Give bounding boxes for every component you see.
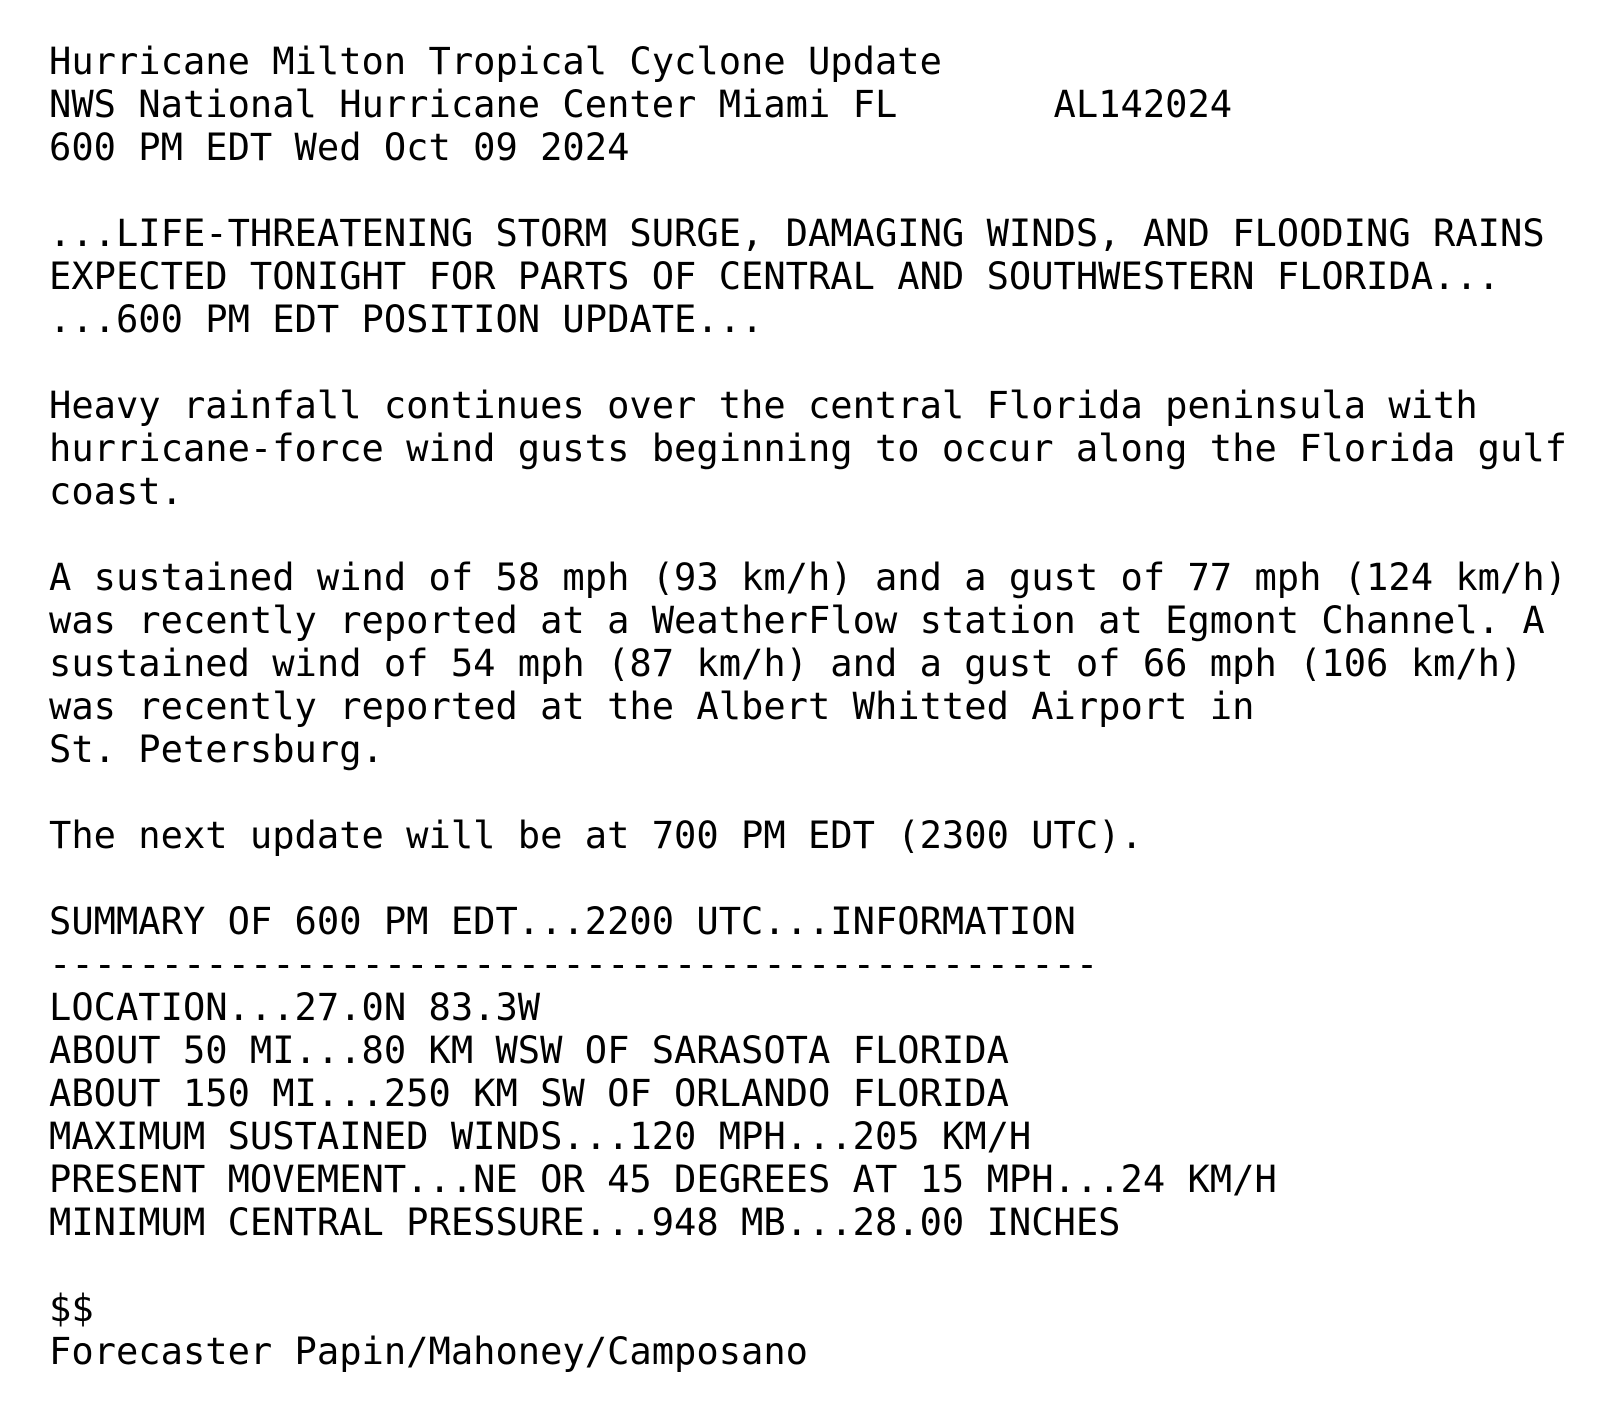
summary-distance-orlando: ABOUT 150 MI...250 KM SW OF ORLANDO FLORIDA [49,1072,1009,1115]
paragraph1-line-2: hurricane-force wind gusts beginning to occur along the Florida gulf [49,427,1567,470]
paragraph2-line-5: St. Petersburg. [49,728,384,771]
headline-line-3: ...600 PM EDT POSITION UPDATE... [49,298,764,341]
summary-heading: SUMMARY OF 600 PM EDT...2200 UTC...INFORMATION [49,900,1076,943]
paragraph1-line-1: Heavy rainfall continues over the central Florida peninsula with [49,384,1478,427]
summary-location: LOCATION...27.0N 83.3W [49,986,541,1029]
paragraph2-line-3: sustained wind of 54 mph (87 km/h) and a gust of 66 mph (106 km/h) [49,642,1523,685]
paragraph1-line-3: coast. [49,470,183,513]
spacer [49,169,1567,212]
summary-distance-sarasota: ABOUT 50 MI...80 KM WSW OF SARASOTA FLORIDA [49,1029,1009,1072]
terminator: $$ [49,1287,94,1330]
forecaster-signature: Forecaster Papin/Mahoney/Camposano [49,1330,808,1373]
advisory-document [49,40,1567,1373]
spacer [49,513,1567,556]
advisory-title: Hurricane Milton Tropical Cyclone Update [49,40,942,83]
next-update-line: The next update will be at 700 PM EDT (2300 UTC). [49,814,1143,857]
summary-rule: ----------------------------------------------- [49,943,1099,986]
summary-movement: PRESENT MOVEMENT...NE OR 45 DEGREES AT 15 MPH...24 KM/H [49,1158,1277,1201]
spacer [49,771,1567,814]
paragraph2-line-2: was recently reported at a WeatherFlow station at Egmont Channel. A [49,599,1545,642]
headline-line-2: EXPECTED TONIGHT FOR PARTS OF CENTRAL AND SOUTHWESTERN FLORIDA... [49,255,1500,298]
spacer [49,857,1567,900]
headline-line-1: ...LIFE-THREATENING STORM SURGE, DAMAGING WINDS, AND FLOODING RAINS [49,212,1545,255]
spacer [49,341,1567,384]
spacer [49,1244,1567,1287]
issuing-office-line: NWS National Hurricane Center Miami FL AL142024 [49,83,1233,126]
paragraph2-line-4: was recently reported at the Albert Whitted Airport in [49,685,1255,728]
summary-pressure: MINIMUM CENTRAL PRESSURE...948 MB...28.00 INCHES [49,1201,1121,1244]
summary-max-winds: MAXIMUM SUSTAINED WINDS...120 MPH...205 KM/H [49,1115,1032,1158]
paragraph2-line-1: A sustained wind of 58 mph (93 km/h) and a gust of 77 mph (124 km/h) [49,556,1567,599]
issued-time: 600 PM EDT Wed Oct 09 2024 [49,126,630,169]
